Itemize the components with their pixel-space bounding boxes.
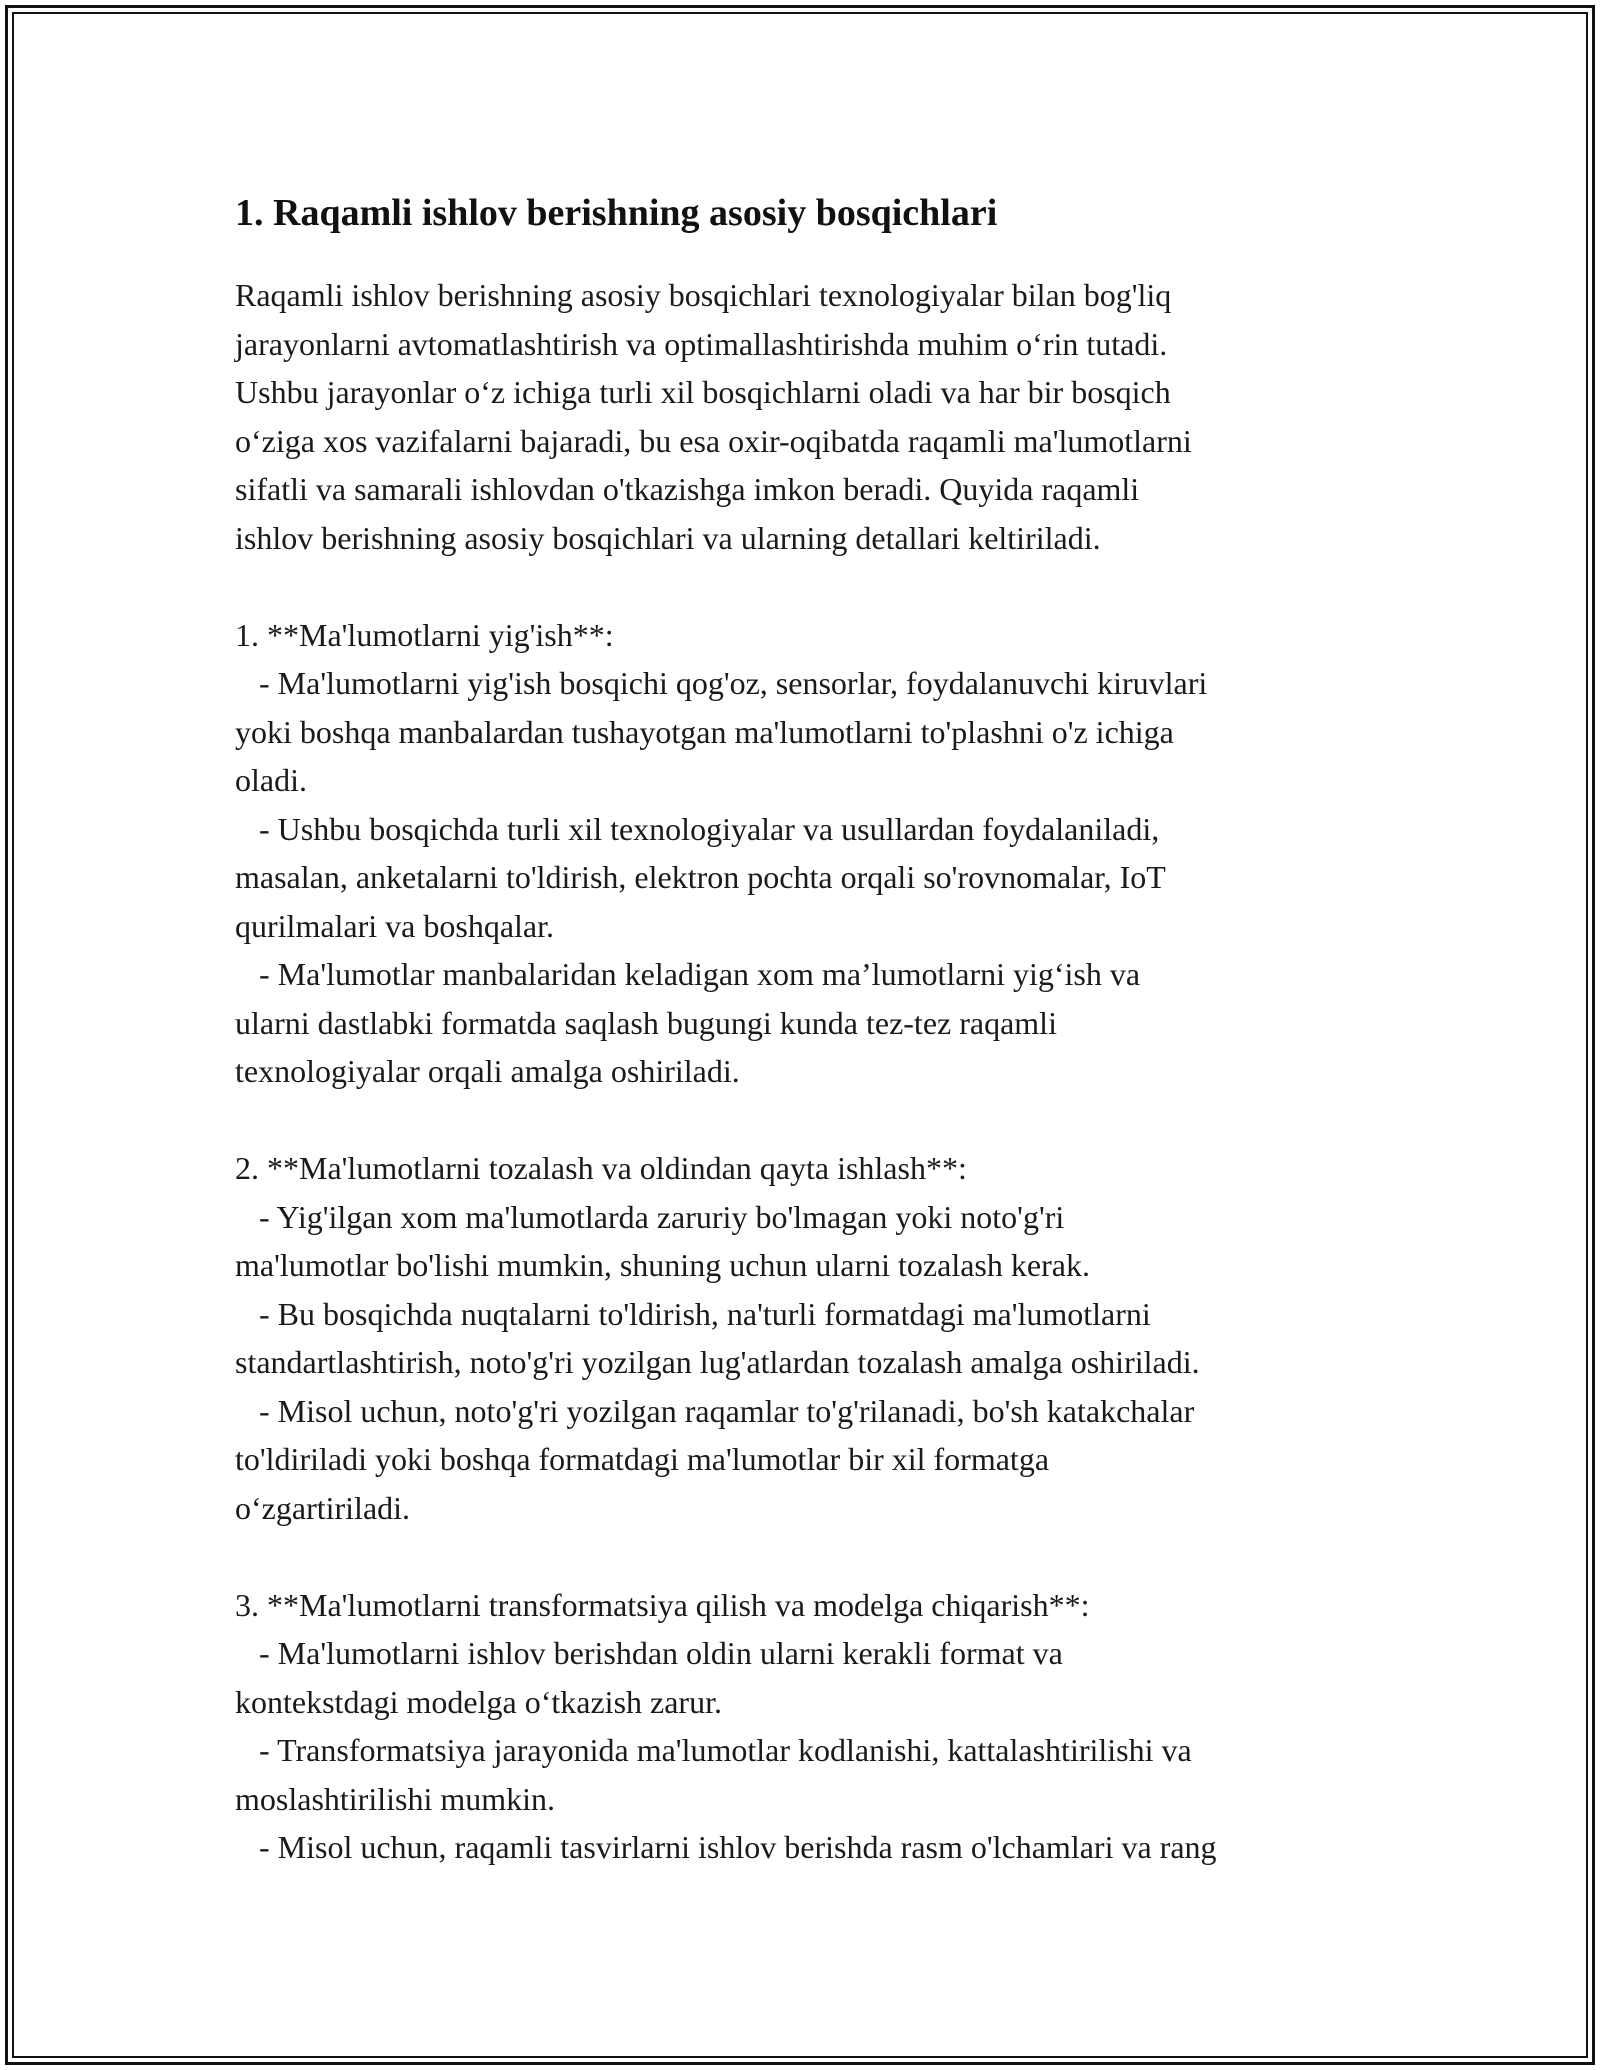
list-heading: 3. **Ma'lumotlarni transformatsiya qilish va modelga chiqarish**: bbox=[235, 1586, 1090, 1623]
section-1-data-collection bbox=[235, 611, 1405, 1096]
text-line: - Ma'lumotlarni yig'ish bosqichi qog'oz, sensorlar, foydalanuvchi kiruvlari bbox=[235, 665, 1208, 701]
paragraph-gap bbox=[235, 1532, 1405, 1581]
text-line: - Ma'lumotlarni ishlov berishdan oldin ularni kerakli format va bbox=[235, 1635, 1063, 1671]
section-3-data-transformation bbox=[235, 1581, 1405, 1872]
text-line: Ushbu jarayonlar o‘z ichiga turli xil bosqichlarni oladi va har bir bosqich bbox=[235, 374, 1171, 410]
list-heading: 2. **Ma'lumotlarni tozalash va oldindan qayta ishlash**: bbox=[235, 1150, 967, 1186]
paragraph-gap bbox=[235, 1096, 1405, 1145]
text-line: - Ma'lumotlar manbalaridan keladigan xom ma’lumotlarni yig‘ish va bbox=[235, 956, 1141, 992]
text-line: o‘zgartiriladi. bbox=[235, 1489, 411, 1526]
text-line: - Transformatsiya jarayonida ma'lumotlar kodlanishi, kattalashtirilishi va bbox=[235, 1732, 1192, 1768]
text-line: - Yig'ilgan xom ma'lumotlarda zaruriy bo'lmagan yoki noto'g'ri bbox=[235, 1198, 1065, 1235]
text-line: - Misol uchun, raqamli tasvirlarni ishlov berishda rasm o'lchamlari va rang bbox=[235, 1829, 1217, 1865]
text-line: masalan, anketalarni to'ldirish, elektron pochta orqali so'rovnomalar, IoT bbox=[235, 859, 1166, 895]
text-line: ularni dastlabki formatda saqlash bugungi kunda tez-tez raqamli bbox=[235, 1004, 1057, 1041]
text-line: texnologiyalar orqali amalga oshiriladi. bbox=[235, 1053, 740, 1089]
list-heading: 1. **Ma'lumotlarni yig'ish**: bbox=[235, 616, 614, 653]
text-line: - Ushbu bosqichda turli xil texnologiyalar va usullardan foydalaniladi, bbox=[235, 810, 1160, 847]
paragraph-gap bbox=[235, 562, 1405, 611]
document-body bbox=[235, 185, 1405, 1872]
text-line: to'ldiriladi yoki boshqa formatdagi ma'lumotlar bir xil formatga bbox=[235, 1441, 1050, 1477]
section-2-data-cleaning bbox=[235, 1144, 1405, 1532]
text-line: ma'lumotlar bo'lishi mumkin, shuning uchun ularni tozalash kerak. bbox=[235, 1247, 1090, 1283]
text-line: o‘ziga xos vazifalarni bajaradi, bu esa oxir-oqibatda raqamli ma'lumotlarni bbox=[235, 422, 1192, 459]
text-line: Raqamli ishlov berishning asosiy bosqichlari texnologiyalar bilan bog'liq bbox=[235, 277, 1172, 313]
text-line: moslashtirilishi mumkin. bbox=[235, 1780, 556, 1817]
text-line: jarayonlarni avtomatlashtirish va optimallashtirishda muhim o‘rin tutadi. bbox=[235, 325, 1168, 362]
intro-paragraph bbox=[235, 271, 1405, 562]
text-line: standartlashtirish, noto'g'ri yozilgan lug'atlardan tozalash amalga oshiriladi. bbox=[235, 1344, 1200, 1380]
text-line: oladi. bbox=[235, 762, 307, 798]
text-line: qurilmalari va boshqalar. bbox=[235, 907, 555, 944]
section-heading: 1. Raqamli ishlov berishning asosiy bosqichlari bbox=[235, 192, 998, 234]
text-line: kontekstdagi modelga o‘tkazish zarur. bbox=[235, 1683, 722, 1720]
text-line: sifatli va samarali ishlovdan o'tkazishga imkon beradi. Quyida raqamli bbox=[235, 471, 1140, 507]
text-line: - Bu bosqichda nuqtalarni to'ldirish, na'turli formatdagi ma'lumotlarni bbox=[235, 1295, 1151, 1332]
text-line: - Misol uchun, noto'g'ri yozilgan raqamlar to'g'rilanadi, bo'sh katakchalar bbox=[235, 1392, 1195, 1429]
text-line: yoki boshqa manbalardan tushayotgan ma'lumotlarni to'plashni o'z ichiga bbox=[235, 713, 1174, 750]
text-line: ishlov berishning asosiy bosqichlari va ularning detallari keltiriladi. bbox=[235, 519, 1101, 556]
